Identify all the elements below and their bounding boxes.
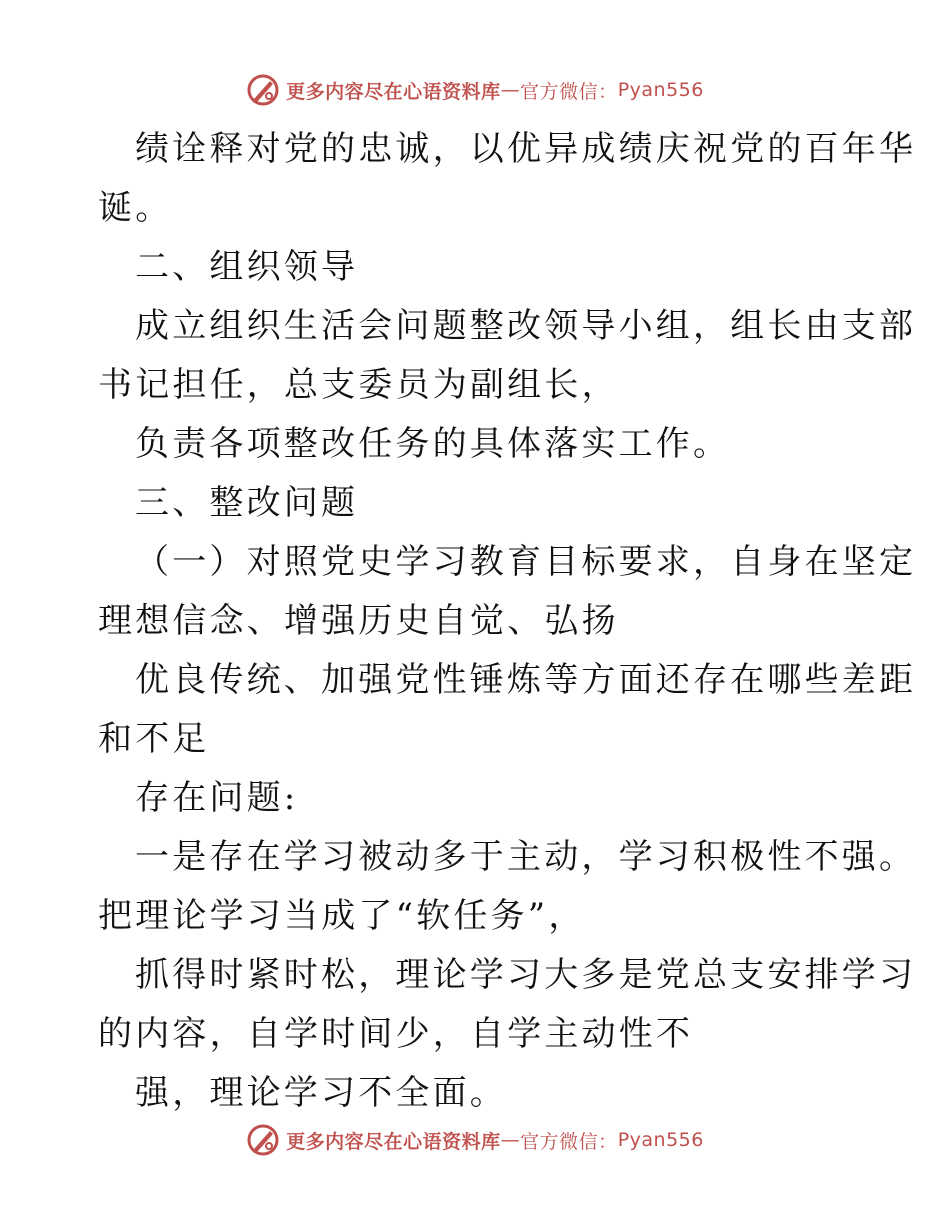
watermark-text: 更多内容尽在心语资料库: [286, 1130, 501, 1153]
watermark-id: Pyan556: [617, 1129, 704, 1151]
pen-logo-icon: [246, 1123, 280, 1157]
paragraph-line: 把理论学习当成了“软任务”，: [98, 896, 586, 936]
paragraph-line: 和不足: [98, 719, 210, 759]
section-heading: 二、组织领导: [135, 247, 359, 287]
paragraph-line: 的内容，自学时间少，自学主动性不: [98, 1014, 694, 1054]
header-watermark: [0, 70, 950, 110]
paragraph-line: 优良传统、加强党性锤炼等方面还存在哪些差距: [135, 660, 917, 700]
watermark-id: Pyan556: [617, 79, 704, 101]
pen-logo-icon: [246, 73, 280, 107]
paragraph-line: 诞。: [98, 188, 173, 228]
watermark-suffix: 官方微信：: [520, 80, 618, 103]
watermark-separator: —: [500, 1129, 521, 1151]
paragraph-line: 书记担任，总支委员为副组长，: [98, 365, 619, 405]
paragraph-line: 抓得时紧时松，理论学习大多是党总支安排学习: [135, 955, 917, 995]
watermark-separator: —: [500, 79, 521, 101]
paragraph-line: 一是存在学习被动多于主动，学习积极性不强。: [135, 837, 917, 877]
section-heading: 三、整改问题: [135, 483, 359, 523]
paragraph-line: 理想信念、增强历史自觉、弘扬: [98, 601, 619, 641]
document-body: [98, 120, 917, 1123]
paragraph-line: 强，理论学习不全面。: [135, 1073, 507, 1113]
paragraph-line: 存在问题:: [135, 778, 299, 818]
footer-watermark: [0, 1120, 950, 1160]
paragraph-line: 绩诠释对党的忠诚，以优异成绩庆祝党的百年华: [135, 129, 917, 169]
paragraph-line: 负责各项整改任务的具体落实工作。: [135, 424, 731, 464]
paragraph-line: （一）对照党史学习教育目标要求，自身在坚定: [135, 542, 917, 582]
paragraph-line: 成立组织生活会问题整改领导小组，组长由支部: [135, 306, 917, 346]
watermark-suffix: 官方微信：: [520, 1130, 618, 1153]
watermark-text: 更多内容尽在心语资料库: [286, 80, 501, 103]
